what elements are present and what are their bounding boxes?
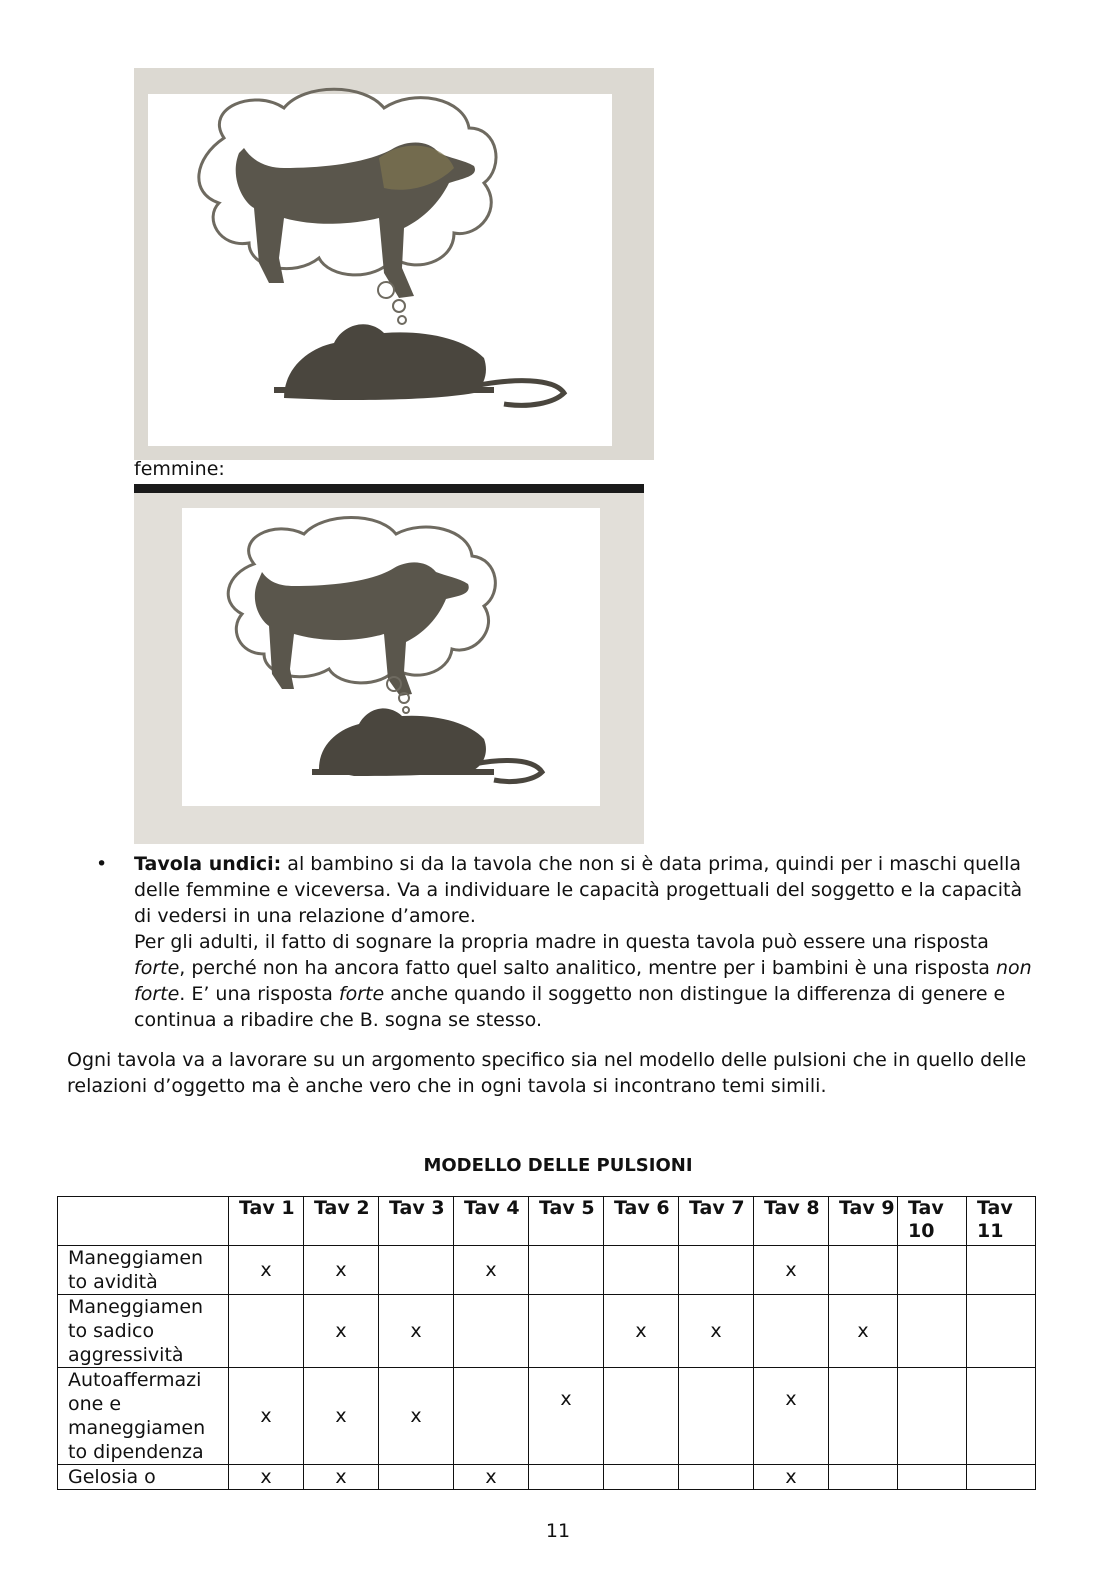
table-cell: x (304, 1368, 379, 1465)
table-header-cell: Tav 3 (379, 1197, 454, 1246)
table-cell (379, 1246, 454, 1295)
table-cell: x (379, 1368, 454, 1465)
pulsioni-table (57, 1196, 1036, 1490)
table-header-cell: Tav 5 (529, 1197, 604, 1246)
table-cell (898, 1295, 967, 1368)
table-cell (529, 1295, 604, 1368)
table-cell: x (754, 1465, 829, 1490)
table-cell (529, 1465, 604, 1490)
table-header-cell: Tav 9 (829, 1197, 898, 1246)
table-cell (679, 1246, 754, 1295)
table-header-row (58, 1197, 1036, 1246)
table-row (58, 1465, 1036, 1490)
row-label: Gelosia o (58, 1465, 229, 1490)
table-cell (529, 1246, 604, 1295)
table-cell: x (304, 1295, 379, 1368)
table-cell: x (304, 1246, 379, 1295)
emphasis: non forte (134, 957, 1032, 1005)
table-cell (967, 1465, 1036, 1490)
table-cell: x (454, 1465, 529, 1490)
bullet-text: . E’ una risposta (179, 983, 339, 1005)
table-cell: x (229, 1368, 304, 1465)
table-cell (967, 1368, 1036, 1465)
table-cell: x (604, 1295, 679, 1368)
figure-tavola-maschi (134, 68, 654, 460)
table-cell: x (754, 1368, 829, 1465)
table-cell: x (229, 1465, 304, 1490)
bullet-text: anche quando il soggetto non distingue la differenza di genere e continua a ribadire che B. sogna se stesso. (134, 983, 1006, 1031)
table-cell (898, 1465, 967, 1490)
emphasis: forte (134, 957, 180, 979)
dog-dream-illustration (134, 484, 644, 844)
table-cell: x (679, 1295, 754, 1368)
body-paragraph: Ogni tavola va a lavorare su un argomento specifico sia nel modello delle pulsioni che in quello delle relazioni d’oggetto ma è anche vero che in ogni tavola si incontrano temi simili. (67, 1049, 1027, 1097)
page-number: 11 (545, 1520, 571, 1542)
table-cell (829, 1246, 898, 1295)
figure-caption-femmine: femmine: (134, 458, 225, 480)
bullet-paragraph-2 (134, 929, 1034, 1033)
row-label: Maneggiamen to avidità (58, 1246, 229, 1295)
table-cell (679, 1465, 754, 1490)
table-cell (679, 1368, 754, 1465)
bullet-lead: Tavola undici: (134, 853, 282, 875)
table-cell (829, 1465, 898, 1490)
table-header-cell: Tav 7 (679, 1197, 754, 1246)
row-label: Autoaffermazi one e maneggiamen to dipendenza (58, 1368, 229, 1465)
table-cell (754, 1295, 829, 1368)
table-cell (967, 1295, 1036, 1368)
table-cell: x (754, 1246, 829, 1295)
bullet-text: Per gli adulti, il fatto di sognare la propria madre in questa tavola può essere una risposta (134, 931, 989, 953)
table-cell (829, 1368, 898, 1465)
table-cell: x (529, 1368, 604, 1465)
bullet-marker: • (96, 853, 108, 875)
table-cell (454, 1368, 529, 1465)
table-header-cell: Tav 8 (754, 1197, 829, 1246)
table-cell: x (454, 1246, 529, 1295)
table-cell (229, 1295, 304, 1368)
table-cell (604, 1246, 679, 1295)
bullet-tavola-undici (134, 851, 1034, 1033)
bullet-text: , perché non ha ancora fatto quel salto analitico, mentre per i bambini è una risposta (179, 957, 996, 979)
table-header-cell: Tav 1 (229, 1197, 304, 1246)
table-header-cell: Tav 6 (604, 1197, 679, 1246)
table-header-cell: Tav 4 (454, 1197, 529, 1246)
table-cell (379, 1465, 454, 1490)
table-row (58, 1246, 1036, 1295)
table-cell (898, 1246, 967, 1295)
dog-dream-illustration (134, 68, 654, 460)
bullet-text: al bambino si da la tavola che non si è data prima, quindi per i maschi quella delle femmine e viceversa. Va a individuare le capacità progettuali del soggetto e la capacità di vedersi in una relazione d’amore. (134, 853, 1023, 927)
table-cell (967, 1246, 1036, 1295)
table-cell: x (229, 1246, 304, 1295)
figure-tavola-femmine (134, 484, 644, 844)
table-cell (454, 1295, 529, 1368)
table-cell: x (304, 1465, 379, 1490)
bullet-paragraph-1 (134, 851, 1034, 929)
table-corner-cell (58, 1197, 229, 1246)
table-row (58, 1295, 1036, 1368)
table-header-cell: Tav 10 (898, 1197, 967, 1246)
table-cell (604, 1368, 679, 1465)
row-label: Maneggiamen to sadico aggressività (58, 1295, 229, 1368)
table-cell (604, 1465, 679, 1490)
table-title: MODELLO DELLE PULSIONI (423, 1155, 693, 1176)
table-header-cell: Tav 2 (304, 1197, 379, 1246)
table-cell (898, 1368, 967, 1465)
emphasis: forte (338, 983, 385, 1005)
table-row (58, 1368, 1036, 1465)
table-header-cell: Tav 11 (967, 1197, 1036, 1246)
table-cell: x (379, 1295, 454, 1368)
table-cell: x (829, 1295, 898, 1368)
